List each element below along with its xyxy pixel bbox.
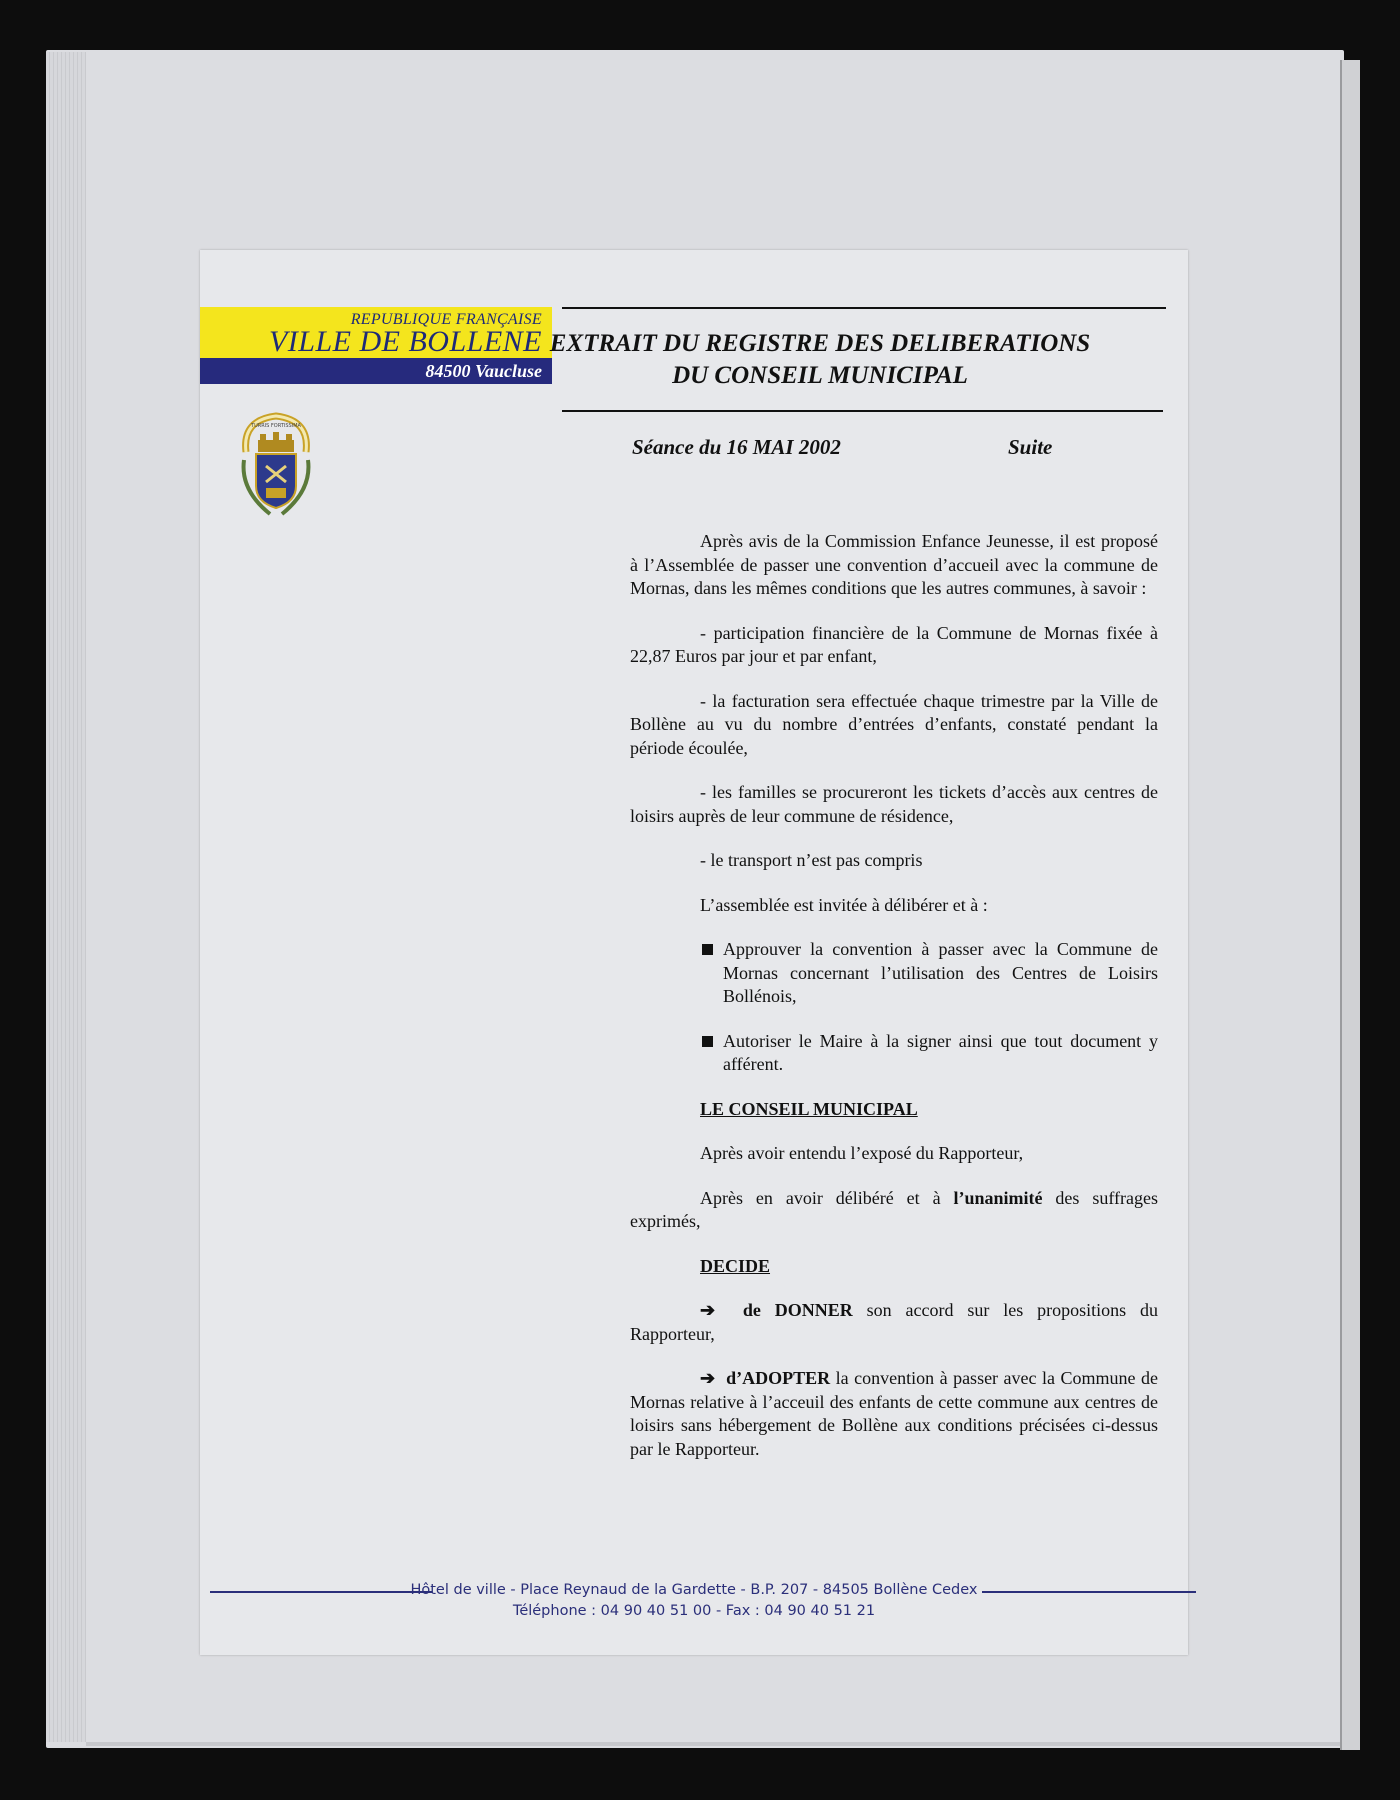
decision-text: la convention à passer avec la Commune de Mornas relative à l’acceuil des enfants de cette commune aux centres de loisirs sans hébergement de Bollène aux conditions précisées ci-dessus par le Rapporteur. (630, 1368, 1158, 1459)
letterhead-republique: REPUBLIQUE FRANÇAISE (350, 311, 542, 328)
crest-banner-text: TURRIS FORTISSIMA (251, 423, 301, 429)
apres-delibere-end: des suffrages exprimés, (630, 1187, 1158, 1231)
document-title-line1: EXTRAIT DU REGISTRE DES DELIBERATIONS (549, 330, 1091, 357)
arrow-right-icon: ➔ (700, 1368, 716, 1388)
proposal-text: Approuver la convention à passer avec la Commune de Mornas concernant l’utilisation des Centres de Loisirs Bollénois, (723, 939, 1158, 1006)
proposal-text: Autoriser le Maire à la signer ainsi que tout document y afférent. (723, 1030, 1158, 1074)
invitation-text: L’assemblée est invitée à délibérer et à : (700, 894, 988, 915)
footer-phone-line: Téléphone : 04 90 40 51 00 - Fax : 04 90 40 51 21 (512, 1603, 876, 1619)
unanimite-text: l’unanimité (953, 1187, 1043, 1208)
city-crest-icon (236, 410, 316, 522)
apres-delibere-start: Après en avoir délibéré et à (700, 1187, 954, 1208)
letterhead-code-postal: 84500 Vaucluse (425, 361, 542, 381)
document-title (540, 328, 1100, 392)
apres-delibere-text (630, 1187, 1158, 1234)
title-rule-top (562, 307, 1166, 309)
condition-item: - le transport n’est pas compris (700, 850, 923, 870)
apres-entendu-text: Après avoir entendu l’exposé du Rapporteur, (700, 1143, 1024, 1163)
square-bullet-icon (702, 944, 713, 955)
letterhead-yellow-band (200, 307, 552, 358)
page-edge-bottom (86, 1742, 1340, 1746)
suite-label: Suite (1008, 435, 1053, 459)
arrow-right-icon: ➔ (700, 1300, 716, 1320)
decision-item (630, 1299, 1158, 1346)
condition-item: - participation financière de la Commune de Mornas fixée à 22,87 Euros par jour et par enfant, (630, 622, 1158, 666)
adjacent-page-edge (1340, 60, 1360, 1750)
proposal-bullet (630, 938, 1158, 1009)
footer-address (200, 1580, 1188, 1622)
decision-verb: d’ADOPTER (726, 1368, 831, 1388)
footer-address-line: Hôtel de ville - Place Reynaud de la Gardette - B.P. 207 - 84505 Bollène Cedex (410, 1582, 978, 1598)
decision-verb: de DONNER (742, 1300, 853, 1320)
page-edges (46, 52, 86, 1742)
condition-item: - les familles se procureront les tickets d’accès aux centres de loisirs auprès de leur commune de résidence, (630, 782, 1158, 826)
decision-item (630, 1367, 1158, 1461)
condition-item: - la facturation sera effectuée chaque trimestre par la Ville de Bollène au vu du nombre d’entrées d’enfants, constaté pendant la période écoulée, (630, 690, 1158, 758)
document-sheet (200, 250, 1188, 1655)
decide-heading: DECIDE (700, 1255, 771, 1276)
letterhead-ville: VILLE DE BOLLENE (268, 325, 542, 358)
decision-text: son accord sur les propositions du Rapporteur, (630, 1300, 1158, 1344)
seance-date: Séance du 16 MAI 2002 (632, 435, 841, 459)
deliberation-body (630, 530, 1158, 1482)
conseil-heading: LE CONSEIL MUNICIPAL (700, 1098, 918, 1119)
proposal-bullet (630, 1030, 1158, 1077)
title-rule-bottom (562, 410, 1163, 412)
letterhead-blue-band (200, 358, 552, 384)
square-bullet-icon (702, 1036, 713, 1047)
document-title-line2: DU CONSEIL MUNICIPAL (672, 362, 968, 389)
intro-paragraph: Après avis de la Commission Enfance Jeunesse, il est proposé à l’Assemblée de passer une convention d’accueil avec la commune de Mornas, dans les mêmes conditions que les autres communes, à savoir : (630, 531, 1158, 598)
